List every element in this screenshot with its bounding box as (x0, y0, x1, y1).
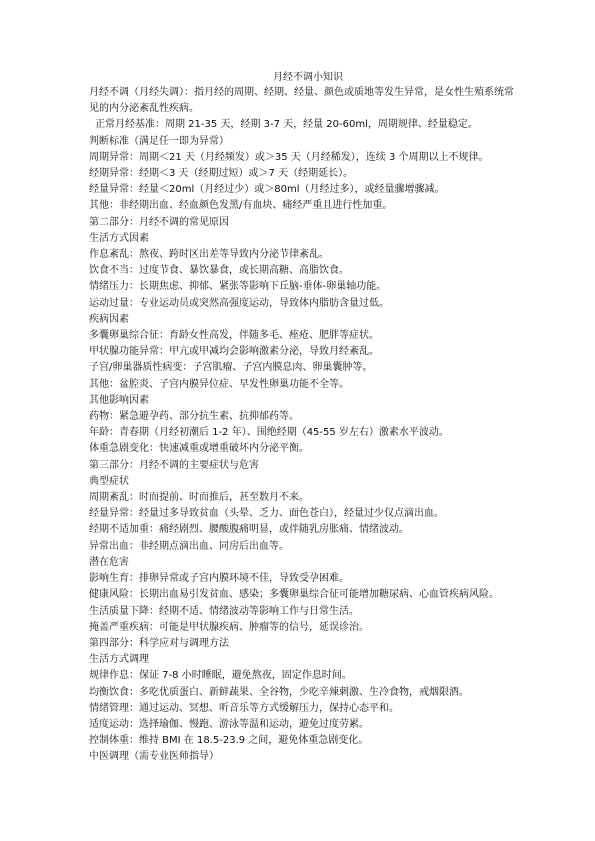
text-line: 甲状腺功能异常：甲亢或甲减均会影响激素分泌，导致月经紊乱。 (89, 346, 379, 358)
text-line: 经期不适加重：痛经剧烈、腰酸腹痛明显，或伴随乳房胀痛、情绪波动。 (89, 524, 409, 536)
text-line: 其他：非经期出血、经血颜色发黑/有血块、痛经严重且进行性加重。 (89, 200, 393, 212)
text-line: 作息紊乱：熬夜、跨时区出差等导致内分泌节律紊乱。 (89, 249, 329, 261)
document-title: 月经不调小知识 (273, 72, 343, 83)
text-line: 药物：紧急避孕药、部分抗生素、抗抑郁药等。 (89, 411, 299, 423)
text-line: 均衡饮食：多吃优质蛋白、新鲜蔬果、全谷物，少吃辛辣刺激、生冷食物，戒烟限酒。 (89, 686, 469, 698)
text-line: 多囊卵巢综合征：育龄女性高发，伴随多毛、痤疮、肥胖等症状。 (89, 330, 379, 342)
text-line: 月经不调（月经失调）：指月经的周期、经期、经量、颜色或质地等发生异常，是女性生殖系统常见的内分泌紊乱性疾病。 (89, 87, 514, 115)
text-line: 异常出血：非经期点滴出血、同房后出血等。 (89, 540, 289, 552)
text-line: 健康风险：长期出血易引发贫血、感染；多囊卵巢综合征可能增加糖尿病、心血管疾病风险。 (89, 589, 499, 601)
text-line: 经量异常：经量过多导致贫血（头晕、乏力、面色苍白），经量过少仅点滴出血。 (89, 508, 444, 520)
text-line: 情绪压力：长期焦虑、抑郁、紧张等影响下丘脑-垂体-卵巢轴功能。 (89, 281, 387, 293)
text-line: 适度运动：选择瑜伽、慢跑、游泳等温和运动，避免过度劳累。 (89, 718, 369, 730)
text-line: 第二部分：月经不调的常见原因 (89, 216, 229, 228)
text-line: 体重急剧变化：快速减重或增重破坏内分泌平衡。 (89, 443, 309, 455)
text-line: 第三部分：月经不调的主要症状与危害 (89, 459, 259, 471)
text-line: 第四部分：科学应对与调理方法 (89, 637, 229, 649)
document-content (89, 71, 519, 766)
text-line: 周期异常：周期＜21 天（月经频发）或＞35 天（月经稀发），连续 3 个周期以上不规律。 (89, 151, 489, 163)
text-line: 其他：盆腔炎、子宫内膜异位症、早发性卵巢功能不全等。 (89, 378, 349, 390)
text-line: 生活质量下降：经期不适、情绪波动等影响工作与日常生活。 (89, 605, 359, 617)
text-line: 情绪管理：通过运动、冥想、听音乐等方式缓解压力，保持心态平和。 (89, 702, 399, 714)
text-line: 子宫/卵巢器质性病变：子宫肌瘤、子宫内膜息肉、卵巢囊肿等。 (89, 362, 373, 374)
text-line: 判断标准（满足任一即为异常） (89, 135, 229, 147)
text-line: 生活方式调理 (89, 654, 149, 666)
text-line: 潜在危害 (89, 556, 129, 568)
text-line: 掩盖严重疾病：可能是甲状腺疾病、肿瘤等的信号，延误诊治。 (89, 621, 369, 633)
text-line: 规律作息：保证 7-8 小时睡眠，避免熬夜，固定作息时间。 (89, 670, 352, 682)
text-line: 生活方式因素 (89, 232, 149, 244)
text-line: 其他影响因素 (89, 394, 149, 406)
text-line: 典型症状 (89, 475, 129, 487)
text-line: 经量异常：经量＜20ml（月经过少）或＞80ml（月经过多），或经量骤增骤减。 (89, 184, 445, 196)
text-line: 中医调理（需专业医师指导） (89, 751, 219, 763)
text-line: 疾病因素 (89, 313, 129, 325)
text-line: 周期紊乱：时而提前、时而推后，甚至数月不来。 (89, 492, 309, 504)
text-line: 年龄：青春期（月经初潮后 1-2 年）、围绝经期（45-55 岁左右）激素水平波动。 (89, 427, 449, 439)
document-body (89, 85, 519, 766)
text-line: 控制体重：维持 BMI 在 18.5-23.9 之间，避免体重急剧变化。 (89, 735, 369, 747)
text-line: 饮食不当：过度节食、暴饮暴食，或长期高糖、高脂饮食。 (89, 265, 349, 277)
text-line: 运动过量：专业运动员或突然高强度运动，导致体内脂肪含量过低。 (89, 297, 389, 309)
text-line: 正常月经基准：周期 21-35 天，经期 3-7 天，经量 20-60ml，周期规律、经量稳定。 (95, 119, 478, 131)
text-line: 经期异常：经期＜3 天（经期过短）或＞7 天（经期延长）。 (89, 168, 354, 180)
text-line: 影响生育：排卵异常或子宫内膜环境不佳，导致受孕困难。 (89, 573, 349, 585)
